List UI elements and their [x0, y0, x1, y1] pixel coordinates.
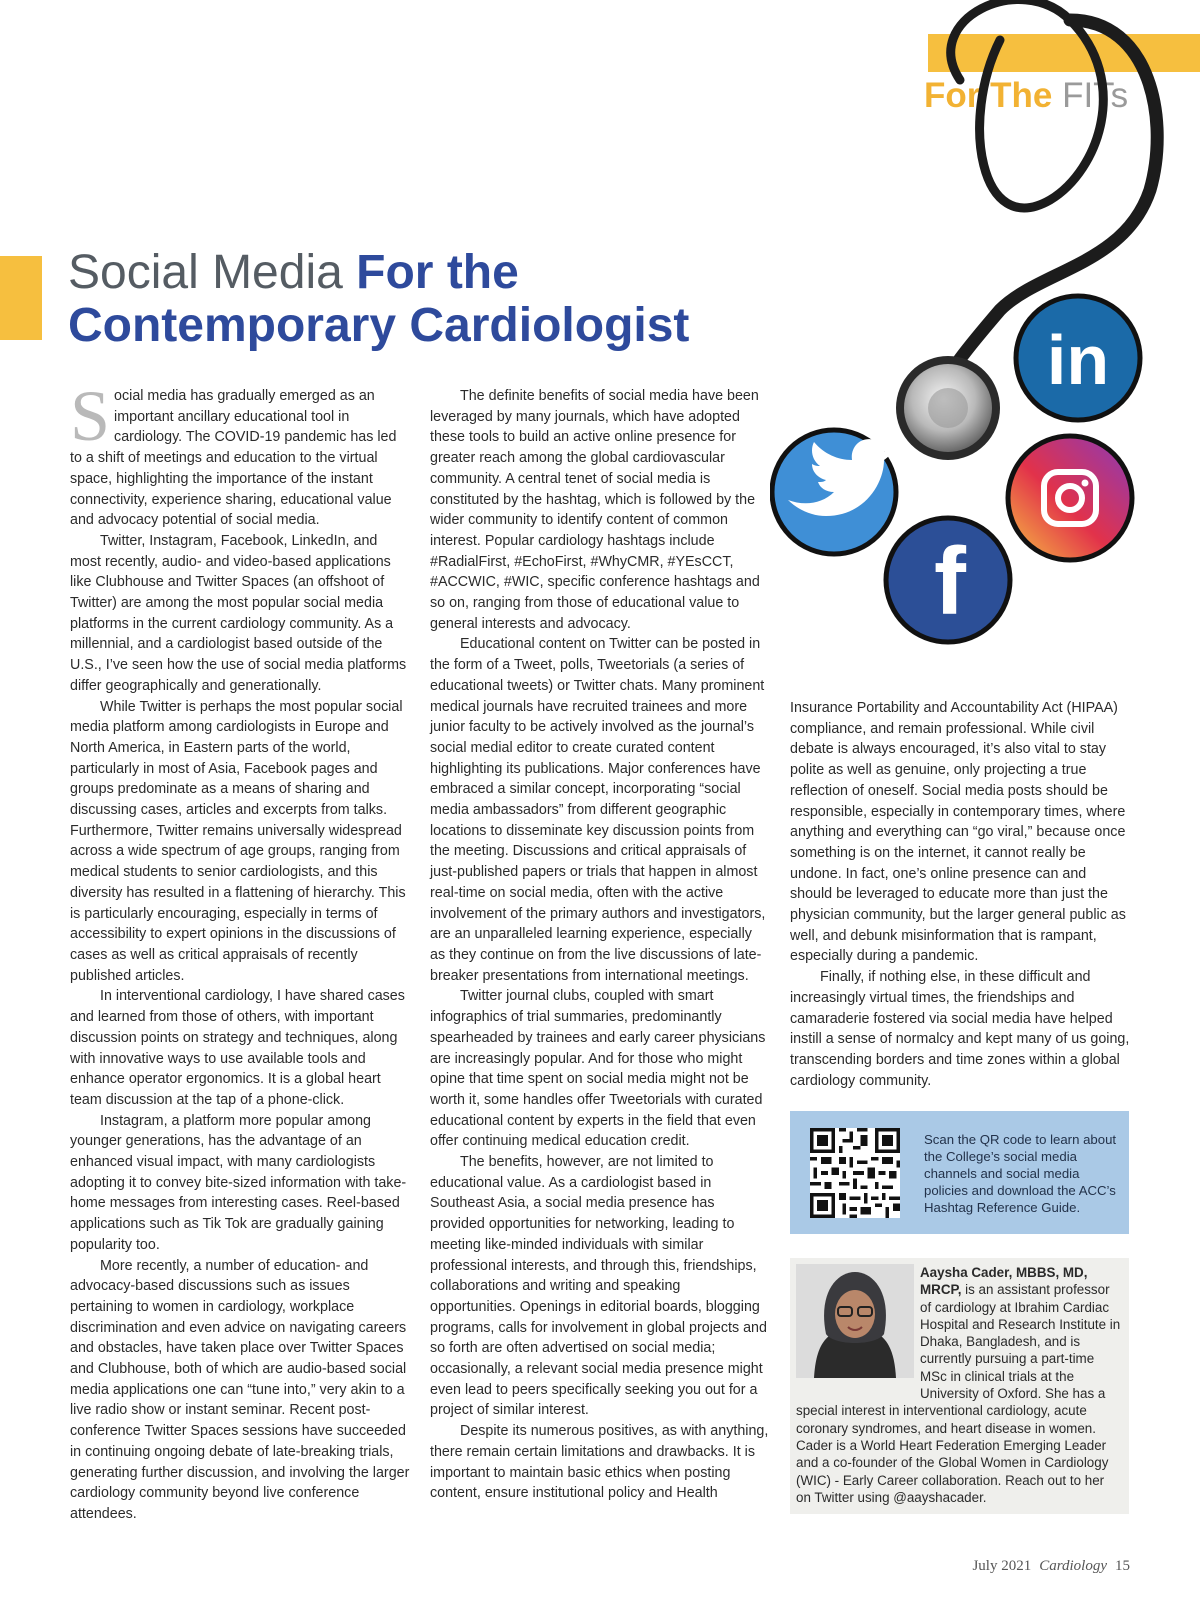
page-title	[68, 246, 768, 352]
headline-bold-1: For the	[356, 246, 519, 299]
author-bio-text	[796, 1264, 1121, 1506]
author-bio	[790, 1258, 1129, 1514]
article-paragraph: The definite benefits of social media have been leveraged by many journals, which have adopted these tools to build an active online presence for greater reach among the global cardiovascular community. A central tenet of social media is constituted by the hashtag, which is followed by the wider community to identify content of common interest. Popular cardiology hashtags include #RadialFirst, #EchoFirst, #WhyCMR, #YEsCCT, #ACCWIC, #WIC, specific conference hashtags and so on, ranging from those of educational value to general interests and advocacy.	[430, 388, 760, 632]
facebook-icon	[886, 518, 1010, 642]
qr-code[interactable]	[810, 1128, 900, 1218]
article-paragraph: Instagram, a platform more popular among younger generations, has the advantage of an enhanced visual impact, with many cardiologists adopting it to convey bite-sized information with take-home messages from interesting cases. Reel-based applications such as Tik Tok are gradually gaining popularity too.	[70, 1112, 407, 1253]
svg-text:f: f	[934, 528, 966, 635]
article-paragraph: Twitter journal clubs, coupled with smart infographics of trial summaries, predominantly spearheaded by trainees and early career physicians are increasingly popular. And for those who might opine that time spent on social media might not be worth it, some handles offer Tweetorials with curated educational content by experts in the field that even offer continuing medical education credit.	[430, 988, 766, 1150]
publication-name: Cardiology	[1039, 1558, 1107, 1574]
article-paragraph: Social media has gradually emerged as an important ancillary educational tool in cardiology. The COVID-19 pandemic has led to a shift of meetings and education to the virtual space, highlighting the importance of the instant connectivity, experience sharing, educational value and advocacy potential of social media.	[70, 376, 397, 529]
linkedin-icon	[1016, 296, 1140, 420]
svg-text:in: in	[1046, 321, 1110, 399]
section-tag-part2: FITs	[1062, 76, 1129, 115]
section-tag-part1: For The	[924, 76, 1053, 115]
article-paragraph: Twitter, Instagram, Facebook, LinkedIn, and most recently, audio- and video-based applications like Clubhouse and Twitter Spaces (an offshoot of Twitter) are among the most popular social media platforms in the current cardiology community. As a millennial, and a cardiologist based outside of the U.S., I’ve seen how the use of social media platforms differ geographically and generationally.	[70, 532, 407, 694]
article-paragraph: Finally, if nothing else, in these difficult and increasingly virtual times, the friendships and camaraderie fostered via social media have helped instill a sense of normalcy and kept many of us going, transcending borders and time zones within a global cardiology community.	[790, 969, 1130, 1089]
issue-date: July 2021	[972, 1558, 1032, 1574]
headline-accent-tab	[0, 256, 42, 340]
article-paragraph: While Twitter is perhaps the most popular social media platform among cardiologists in Europe and North America, in Eastern parts of the world, particularly in most of Asia, Facebook pages and groups predominate as a means of sharing and discussing cases, articles and excerpts from talks. Furthermore, Twitter remains universally widespread across a wide spectrum of age groups, ranging from medical students to senior cardiologists, and this diversity has resulted in a flattening of hierarchy. This is particularly encouraging, especially in terms of accessibility to expert opinions in the discussions of cases as well as critical appraisals of recently published articles.	[70, 698, 406, 984]
article-column-1	[70, 376, 410, 1525]
article-paragraph: Despite its numerous positives, as with anything, there remain certain limitations and drawbacks. It is important to maintain basic ethics when posting content, ensure institutional policy and Health	[430, 1423, 769, 1502]
qr-callout	[790, 1111, 1129, 1234]
article-paragraph: More recently, a number of education- and advocacy-based discussions such as issues pertaining to women in cardiology, workplace discrimination and even advice on navigating careers and obstacles, have taken place over Twitter Spaces and Clubhouse, both of which are audio-based social media applications one can “tune into,” very akin to a live radio show or instant seminar. Recent post-conference Twitter Spaces sessions have succeeded in continuing ongoing debate of late-breaking trials, generating further discussion, and involving the larger cardiology community beyond live conference attendees.	[70, 1257, 410, 1522]
twitter-icon	[772, 430, 896, 554]
page-number: 15	[1115, 1558, 1130, 1574]
article-paragraph: Insurance Portability and Accountability Act (HIPAA) compliance, and remain professional. While civil debate is always encouraged, it’s also vital to stay polite as well as genuine, only projecting a true reflection of oneself. Social media posts should be responsible, especially in contemporary times, where anything and everything can “go viral,” because once something is on the internet, it cannot really be undone. In fact, one’s online presence can and should be leveraged to educate more than just the physician community, but the larger general public as well, and debunk misinformation that is rampant, especially during a pandemic.	[790, 700, 1126, 965]
headline-bold-2: Contemporary Cardiologist	[68, 299, 690, 352]
page-footer	[972, 1558, 1130, 1575]
drop-cap: S	[70, 376, 111, 456]
article-paragraph: In interventional cardiology, I have shared cases and learned from those of others, with important discussion points on strategy and techniques, along with innovative ways to use available tools and enhance operator ergonomics. It is a global heart team discussion at the tap of a phone-click.	[70, 988, 405, 1108]
stethoscope-illustration	[770, 0, 1200, 660]
instagram-icon	[1008, 436, 1132, 560]
author-name: Aaysha Cader, MBBS, MD, MRCP,	[920, 1265, 1088, 1298]
qr-callout-text: Scan the QR code to learn about the College’s social media channels and social media policies and download the ACC’s Hashtag Reference Guide.	[924, 1132, 1117, 1215]
article-paragraph: The benefits, however, are not limited to educational value. As a cardiologist based in Southeast Asia, a social media presence has provided opportunities for networking, leading to meeting like-minded individuals with similar professional interests, and through this, friendships, collaborations and writing and speaking opportunities. Openings in editorial boards, blogging programs, calls for involvement in global projects and so forth are often advertised on social media; occasionally, a relevant social media presence might even lead to peers specifically seeking you out for a project of similar interest.	[430, 1154, 767, 1419]
headline-light: Social Media	[68, 246, 343, 299]
author-description: is an assistant professor of cardiology at Ibrahim Cardiac Hospital and Research Institute in Dhaka, Bangladesh, and is currently pursuing a part-time MSc in clinical trials at the University of Oxford. She has a special interest in interventional cardiology, acute coronary syndromes, and heart disease in women. Cader is a World Heart Federation Emerging Leader and a co-founder of the Global Women in Cardiology (WIC) - Early Career collaboration. Reach out to her on Twitter using @aayshacader.	[796, 1282, 1121, 1505]
article-paragraph: Educational content on Twitter can be posted in the form of a Tweet, polls, Tweetorials (a series of educational tweets) or Twitter chats. Many prominent medical journals have recruited trainees and more junior faculty to be actively involved as the journal’s social medial editor to create curated content highlighting its publications. Major conferences have embraced a similar concept, incorporating “social media ambassadors” from different geographic locations to disseminate key discussion points from the meeting. Discussions and critical appraisals of just-published papers or trials that happen in almost real-time on social media, often with the active involvement of the primary authors and investigators, are an unparalleled learning experience, especially as they continue on from the live discussions of late-breaker presentations from international meetings.	[430, 636, 766, 984]
article-column-3	[790, 698, 1130, 1091]
article-column-2	[430, 386, 770, 1504]
stethoscope-chestpiece	[896, 356, 1000, 460]
